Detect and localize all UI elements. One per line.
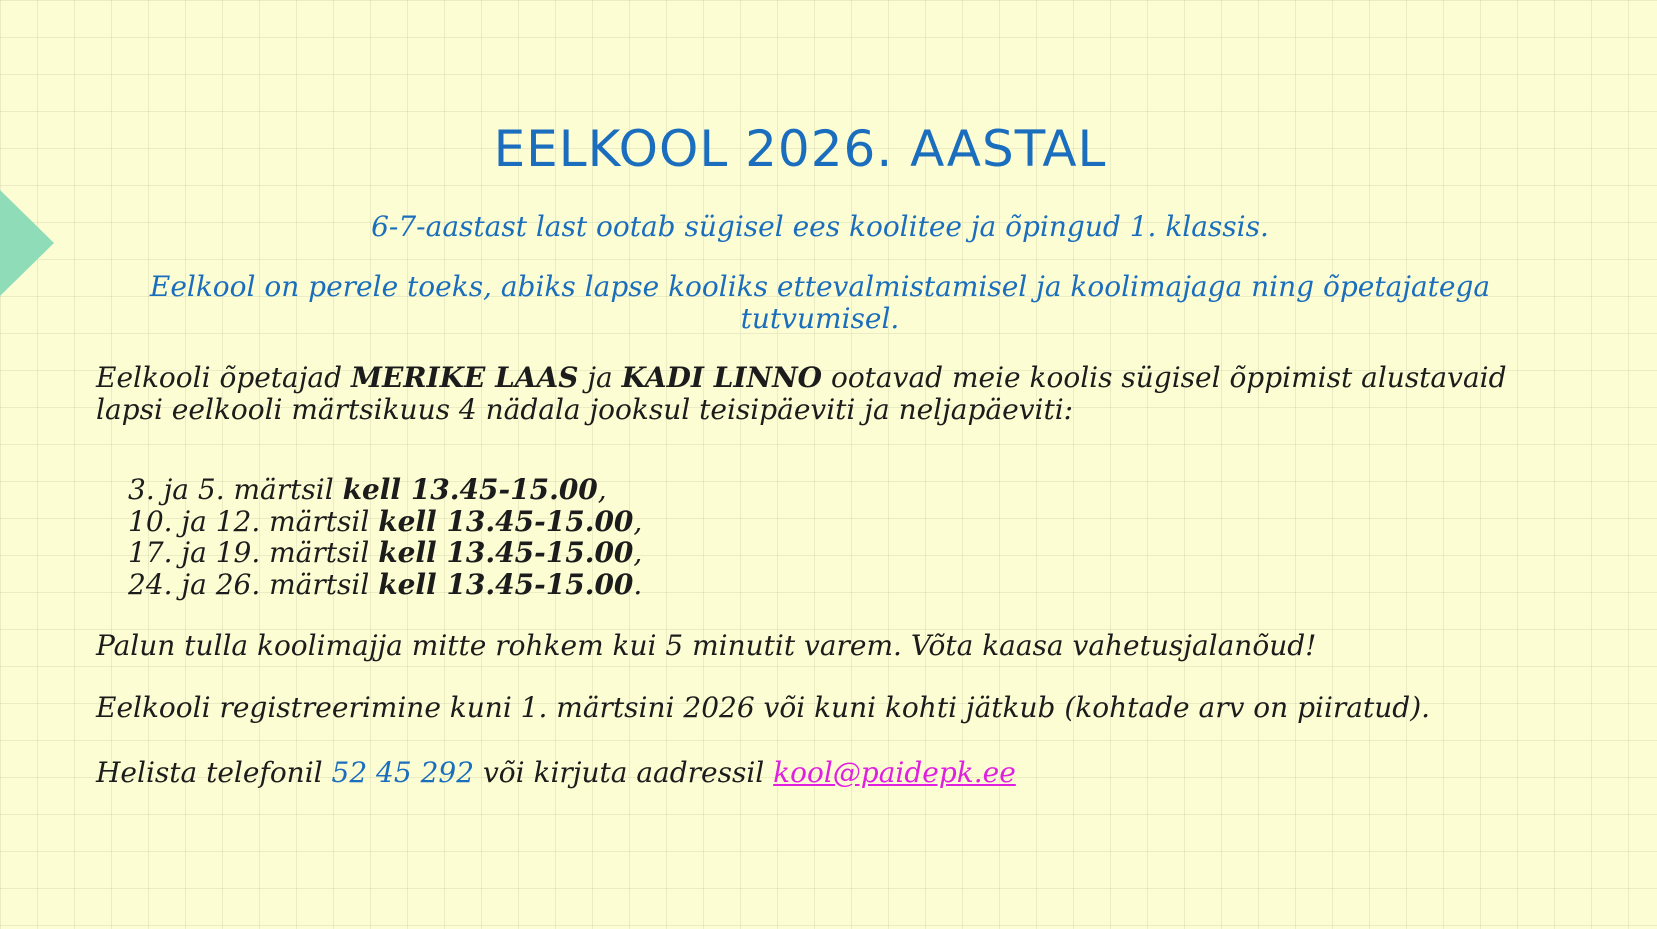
schedule-time: kell 13.45-15.00 [378, 567, 634, 601]
email-link[interactable]: kool@paidepk.ee [773, 756, 1016, 789]
schedule-item [128, 569, 642, 601]
registration-note: Eelkooli registreerimine kuni 1. märtsini 2026 või kuni kohti jätkub (kohtade arv on piiratud). [96, 691, 1431, 724]
arrow-right-icon [0, 188, 54, 298]
teachers-suffix: ootavad meie koolis sügisel õppimist alustavaid lapsi eelkooli märtsikuus 4 nädala jooksul teisipäeviti ja neljapäeviti: [96, 361, 1507, 426]
teachers-prefix: Eelkooli õpetajad [96, 361, 351, 394]
schedule-date: 10. ja 12. märtsil [128, 504, 379, 538]
schedule-item [128, 474, 642, 506]
schedule-item [128, 537, 642, 569]
contact-mid: või kirjuta aadressil [474, 756, 774, 789]
schedule-end: . [633, 567, 643, 601]
schedule-date: 24. ja 26. märtsil [128, 567, 379, 601]
intro-line-2: Eelkool on perele toeks, abiks lapse kooliks ettevalmistamisel ja koolimajaga ning õpetajatega tutvumisel. [149, 270, 1491, 335]
page-title: EELKOOL 2026. AASTAL [493, 120, 1107, 178]
schedule-end: , [633, 536, 643, 569]
schedule-end: , [633, 504, 643, 538]
teachers-paragraph [96, 362, 1576, 426]
schedule-item [128, 506, 642, 538]
contact-line [96, 757, 1576, 789]
schedule-time: kell 13.45-15.00 [378, 536, 634, 569]
teacher-name-1: MERIKE LAAS [350, 361, 579, 394]
schedule-end: , [597, 473, 607, 506]
schedule-time: kell 13.45-15.00 [342, 473, 598, 506]
schedule-date: 17. ja 19. märtsil [128, 536, 379, 569]
schedule-date: 3. ja 5. märtsil [128, 473, 343, 506]
schedule-list [128, 474, 642, 600]
teacher-name-2: KADI LINNO [621, 361, 823, 394]
teachers-mid: ja [578, 361, 622, 394]
intro-line-1: 6-7-aastast last ootab sügisel ees koolitee ja õpingud 1. klassis. [371, 210, 1269, 243]
contact-prefix: Helista telefonil [96, 756, 332, 789]
schedule-time: kell 13.45-15.00 [378, 504, 634, 538]
phone-number[interactable]: 52 45 292 [331, 756, 475, 789]
arrival-note: Palun tulla koolimajja mitte rohkem kui 5 minutit varem. Võta kaasa vahetusjalanõud! [96, 629, 1317, 662]
